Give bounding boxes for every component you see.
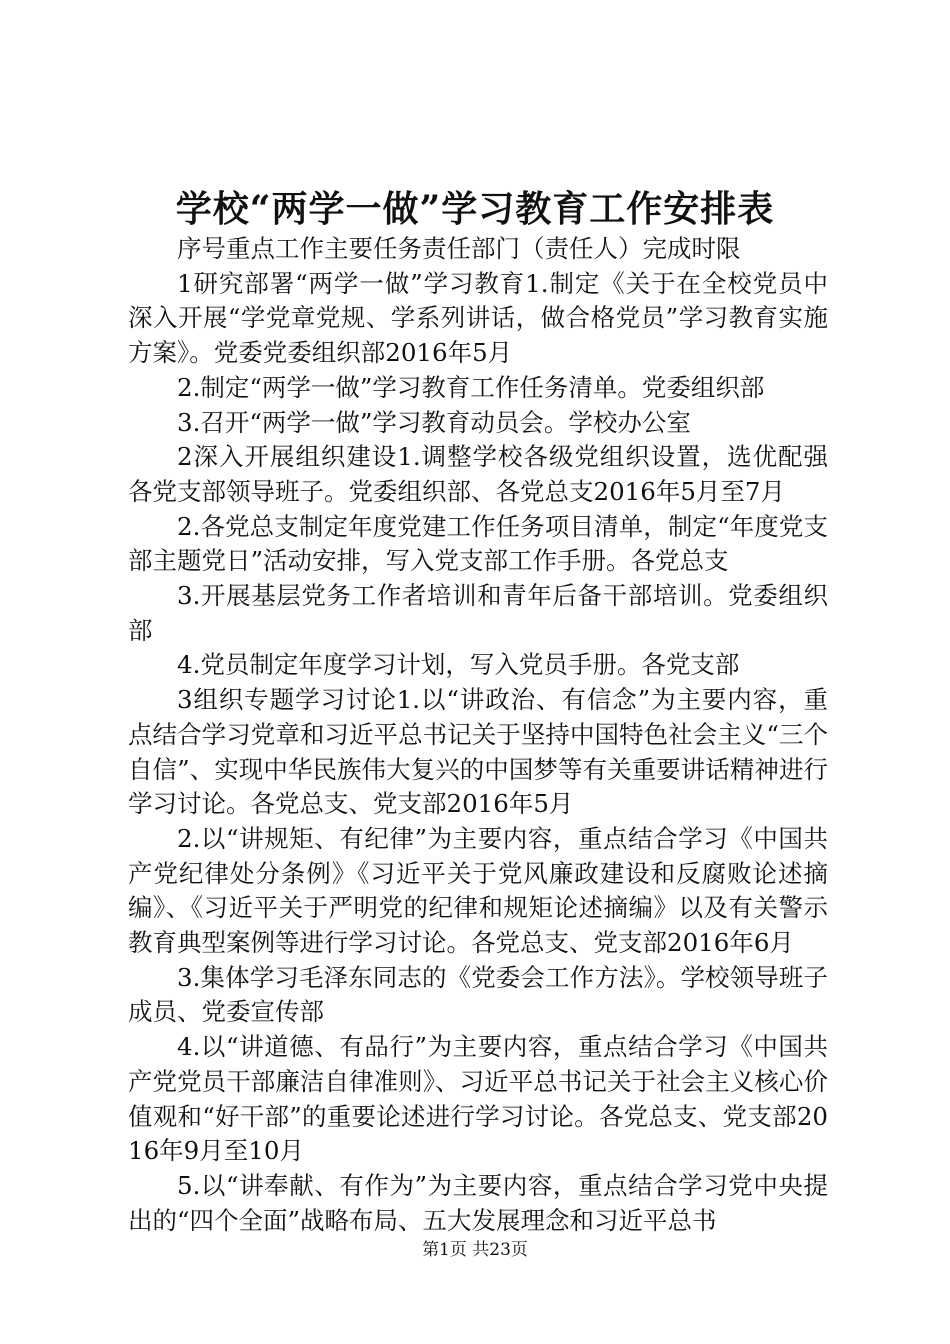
document-title: 学校“两学一做”学习教育工作安排表 <box>175 188 775 230</box>
paragraph: 2深入开展组织建设1.调整学校各级党组织设置，选优配强各党支部领导班子。党委组织部、各党总支2016年5月至7月 <box>128 442 828 506</box>
paragraph-header: 序号重点工作主要任务责任部门（责任人）完成时限 <box>177 234 741 263</box>
paragraph: 2.制定“两学一做”学习教育工作任务清单。党委组织部 <box>177 372 765 402</box>
paragraph: 4.以“讲道德、有品行”为主要内容，重点结合学习《中国共产党党员干部廉洁自律准则》、习近平总书记关于社会主义核心价值观和“好干部”的重要论述进行学习讨论。各党总支、党支部2016年9月至10月 <box>128 1032 828 1166</box>
paragraph: 4.党员制定年度学习计划，写入党员手册。各党支部 <box>177 650 740 680</box>
paragraph: 3.开展基层党务工作者培训和青年后备干部培训。党委组织部 <box>128 581 828 645</box>
page-number-footer: 第1页 共23页 <box>422 1240 528 1260</box>
paragraph: 3.召开“两学一做”学习教育动员会。学校办公室 <box>177 407 691 437</box>
paragraph: 3组织专题学习讨论1.以“讲政治、有信念”为主要内容，重点结合学习党章和习近平总书记关于坚持中国特色社会主义“三个自信”、实现中华民族伟大复兴的中国梦等有关重要讲话精神进行学习讨论。各党总支、党支部2016年5月 <box>128 685 828 819</box>
paragraph: 2.以“讲规矩、有纪律”为主要内容，重点结合学习《中国共产党纪律处分条例》《习近平关于党风廉政建设和反腐败论述摘编》、《习近平关于严明党的纪律和规矩论述摘编》以及有关警示教育典型案例等进行学习讨论。各党总支、党支部2016年6月 <box>128 823 828 958</box>
paragraph: 1研究部署“两学一做”学习教育1.制定《关于在全校党员中深入开展“学党章党规、学系列讲话，做合格党员”学习教育实施方案》。党委党委组织部2016年5月 <box>128 268 828 368</box>
paragraph: 3.集体学习毛泽东同志的《党委会工作方法》。学校领导班子成员、党委宣传部 <box>128 962 828 1027</box>
paragraph: 2.各党总支制定年度党建工作任务项目清单，制定“年度党支部主题党日”活动安排，写入党支部工作手册。各党总支 <box>128 511 828 576</box>
paragraph: 5.以“讲奉献、有作为”为主要内容，重点结合学习党中央提出的“四个全面”战略布局、五大发展理念和习近平总书 <box>128 1170 828 1235</box>
document-body <box>128 232 828 1238</box>
